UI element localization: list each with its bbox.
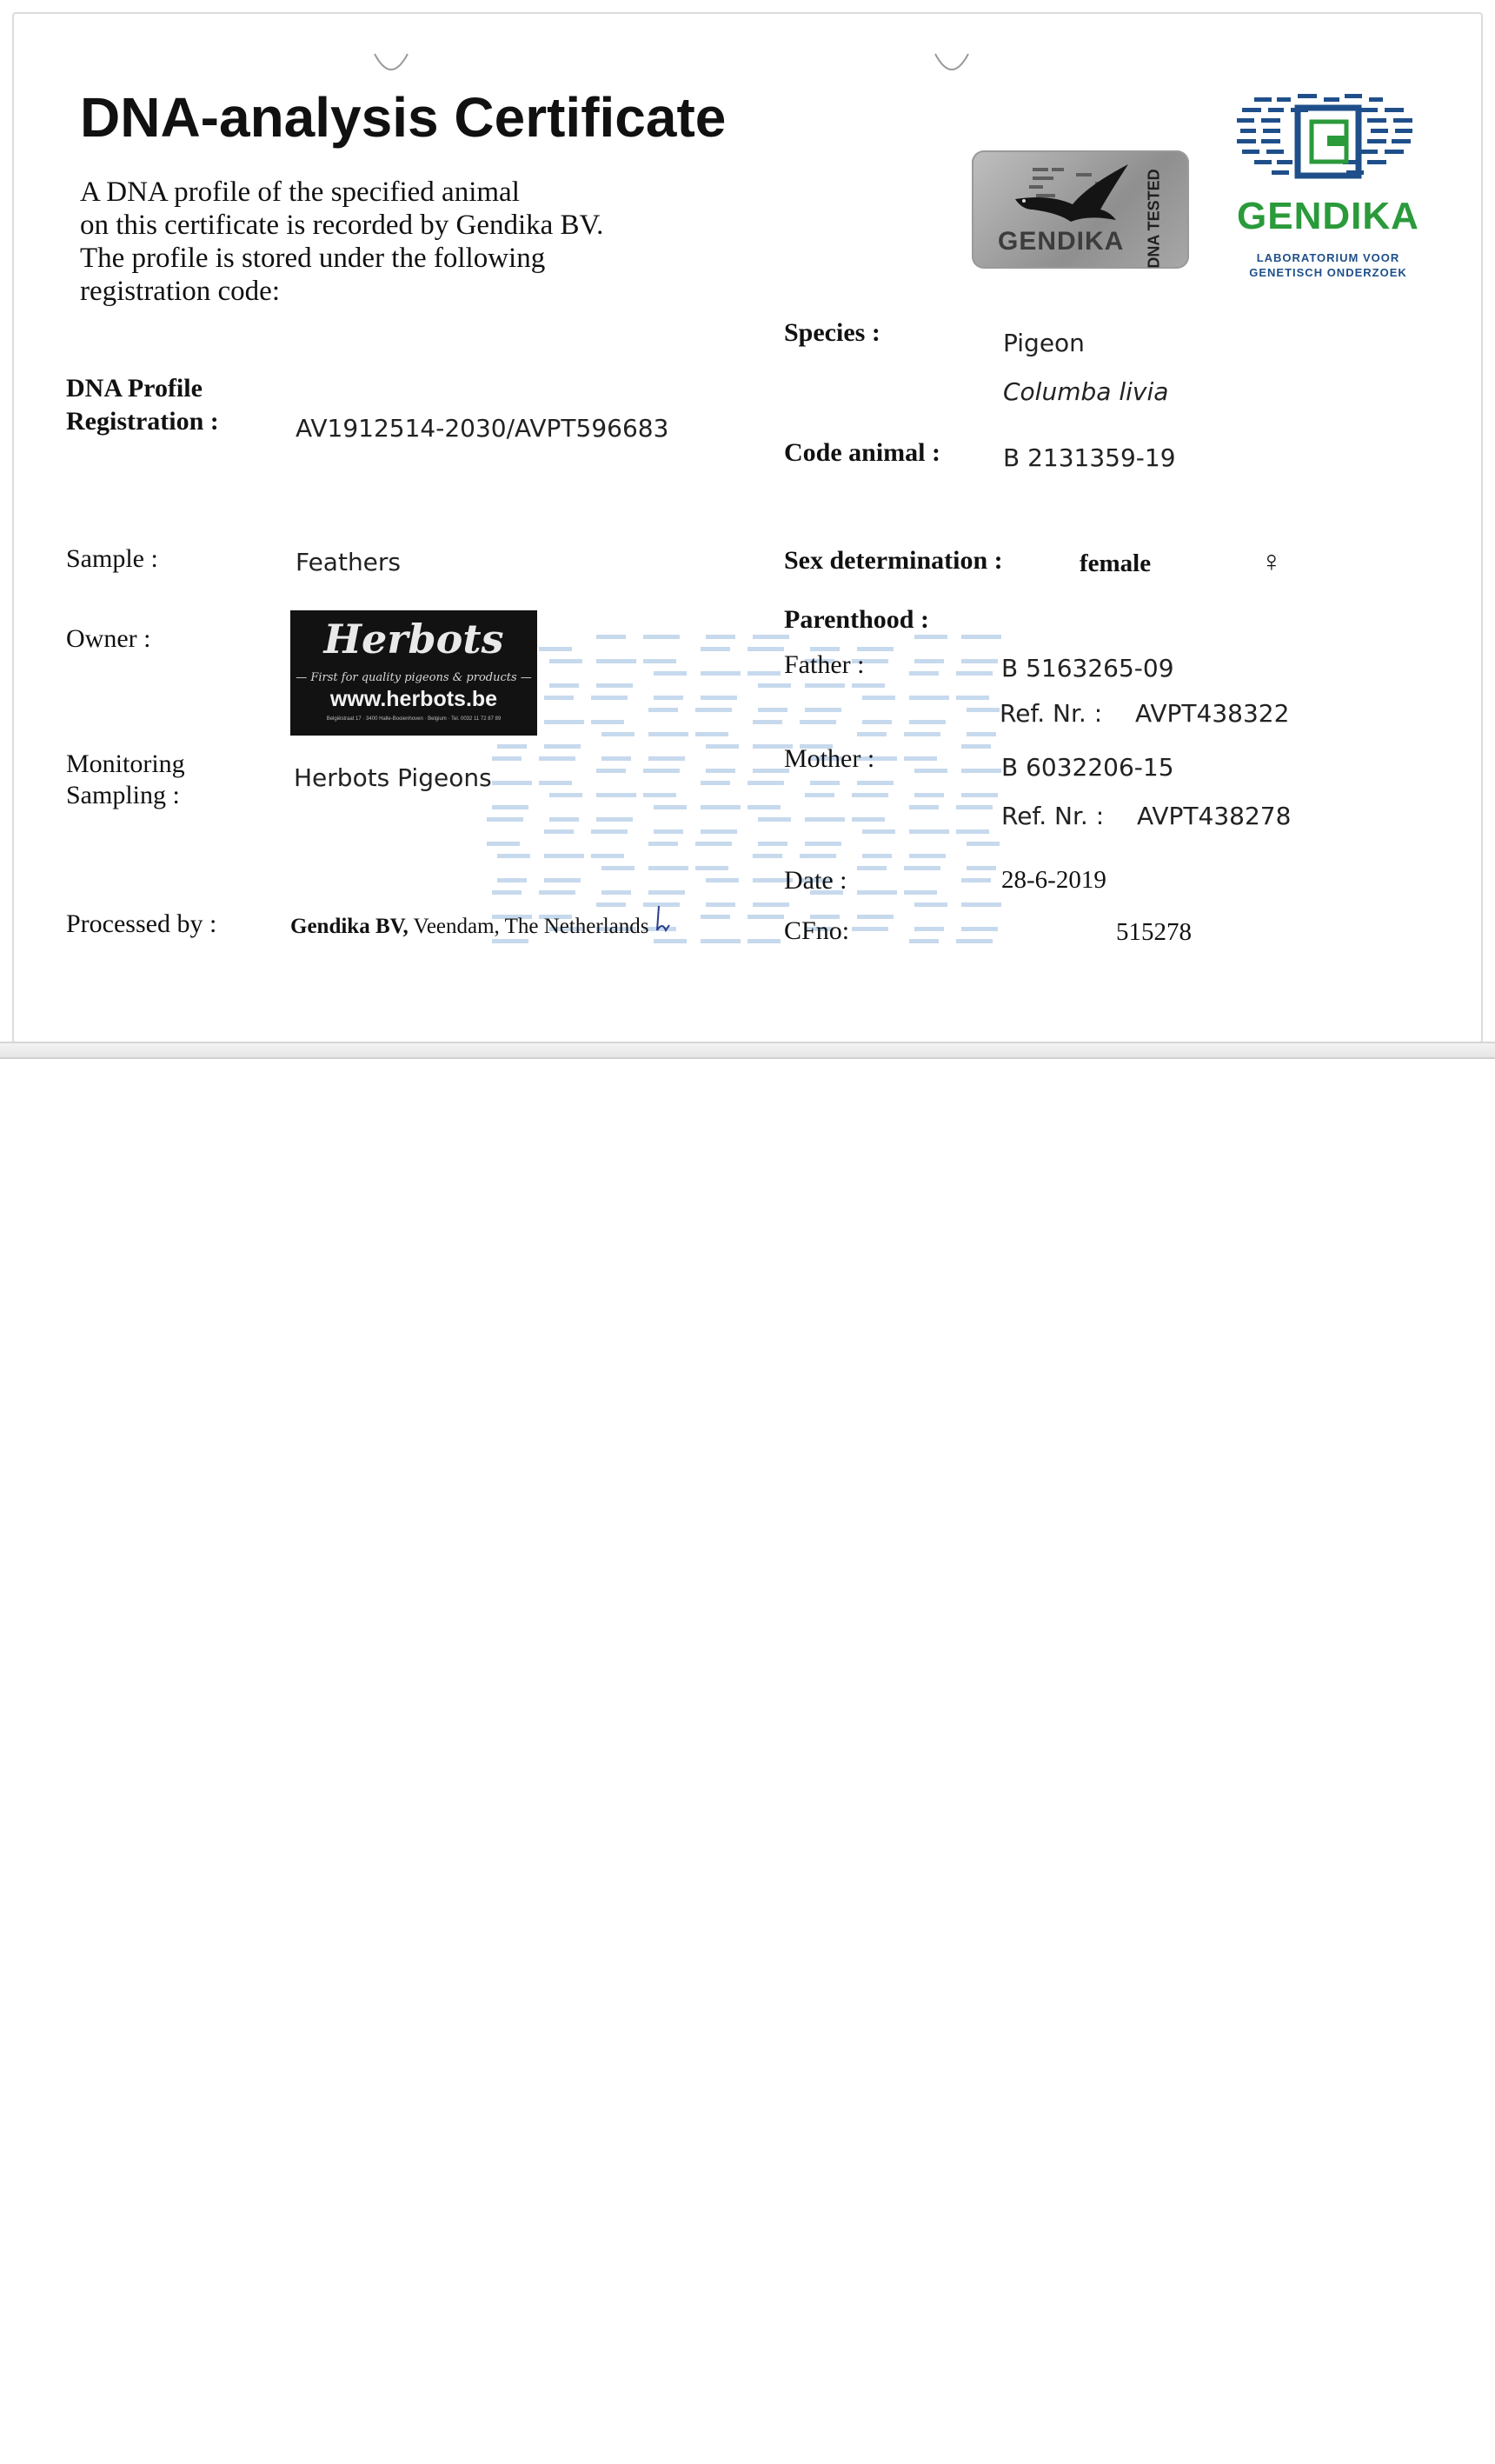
badge-vertical-text: DNA TESTED	[1145, 169, 1163, 269]
badge-brand: GENDIKA	[998, 227, 1125, 256]
gendika-watermark-icon	[487, 635, 1026, 956]
registration-value: AV1912514-2030/AVPT596683	[296, 414, 669, 443]
gendika-subtitle-line: LABORATORIUM VOOR	[1256, 251, 1400, 264]
gendika-logo	[1237, 92, 1419, 289]
owner-logo-tagline: — First for quality pigeons & products —	[296, 671, 532, 684]
dna-tested-badge	[972, 150, 1189, 269]
cfno-value: 515278	[1116, 918, 1192, 946]
registration-label: Registration :	[66, 407, 219, 436]
female-symbol-icon: ♀	[1260, 546, 1283, 578]
code-animal-label: Code animal :	[784, 438, 940, 467]
gendika-logo-name: GENDIKA	[1237, 195, 1419, 237]
mother-ref-value: AVPT438278	[1137, 802, 1292, 830]
father-label: Father :	[784, 650, 865, 679]
father-ref-label: Ref. Nr. :	[1000, 699, 1103, 728]
owner-label: Owner :	[66, 624, 151, 653]
species-label: Species :	[784, 318, 880, 347]
date-value: 28-6-2019	[1001, 866, 1106, 894]
dna-certificate	[0, 0, 1495, 1052]
father-value: B 5163265-09	[1001, 654, 1174, 683]
punch-hole-right-icon	[932, 50, 972, 90]
mother-label: Mother :	[784, 744, 875, 773]
owner-logo-address: Belgiëstraat 17 · 3400 Halle-Booienhoven · Belgium · Tel. 0032 11 72 87 89	[326, 716, 502, 722]
intro-line: The profile is stored under the following	[80, 243, 546, 274]
gendika-g-logo-icon	[1237, 92, 1419, 190]
sample-label: Sample :	[66, 544, 158, 573]
mother-value: B 6032206-15	[1001, 753, 1174, 782]
monitoring-label: Monitoring	[66, 749, 185, 778]
pigeon-icon	[998, 159, 1146, 230]
mother-ref-label: Ref. Nr. :	[1001, 802, 1105, 830]
sex-value: female	[1080, 549, 1152, 577]
processed-by-label: Processed by :	[66, 909, 217, 938]
intro-line: registration code:	[80, 276, 281, 307]
sample-value: Feathers	[296, 548, 402, 576]
dna-profile-label: DNA Profile	[66, 374, 203, 403]
certificate-title: DNA-analysis Certificate	[80, 86, 727, 149]
code-animal-value: B 2131359-19	[1003, 443, 1176, 472]
intro-line: on this certificate is recorded by Gendika BV.	[80, 210, 604, 241]
species-common-value: Pigeon	[1003, 329, 1085, 357]
sex-label: Sex determination :	[784, 546, 1003, 575]
monitoring-value: Herbots Pigeons	[294, 763, 492, 792]
owner-logo-script: Herbots	[323, 616, 504, 663]
gendika-logo-subtitle	[1237, 250, 1419, 280]
processed-location: Veendam, The Netherlands	[413, 915, 649, 938]
owner-logo	[290, 610, 537, 736]
intro-line: A DNA profile of the specified animal	[80, 176, 520, 208]
parenthood-label: Parenthood :	[784, 605, 929, 634]
gendika-subtitle-line: GENETISCH ONDERZOEK	[1249, 266, 1407, 279]
certificate-intro	[80, 176, 688, 308]
species-latin-value: Columba livia	[1003, 377, 1169, 406]
owner-logo-url: www.herbots.be	[329, 687, 498, 711]
sampling-label: Sampling :	[66, 781, 180, 809]
date-label: Date :	[784, 866, 847, 895]
handwritten-initial-icon	[654, 904, 673, 939]
father-ref-value: AVPT438322	[1135, 699, 1290, 728]
processed-company: Gendika BV,	[290, 915, 409, 938]
certificate-bottom-edge	[0, 1042, 1495, 1059]
processed-by-value	[290, 915, 649, 939]
cfno-label: CFno:	[784, 916, 850, 945]
